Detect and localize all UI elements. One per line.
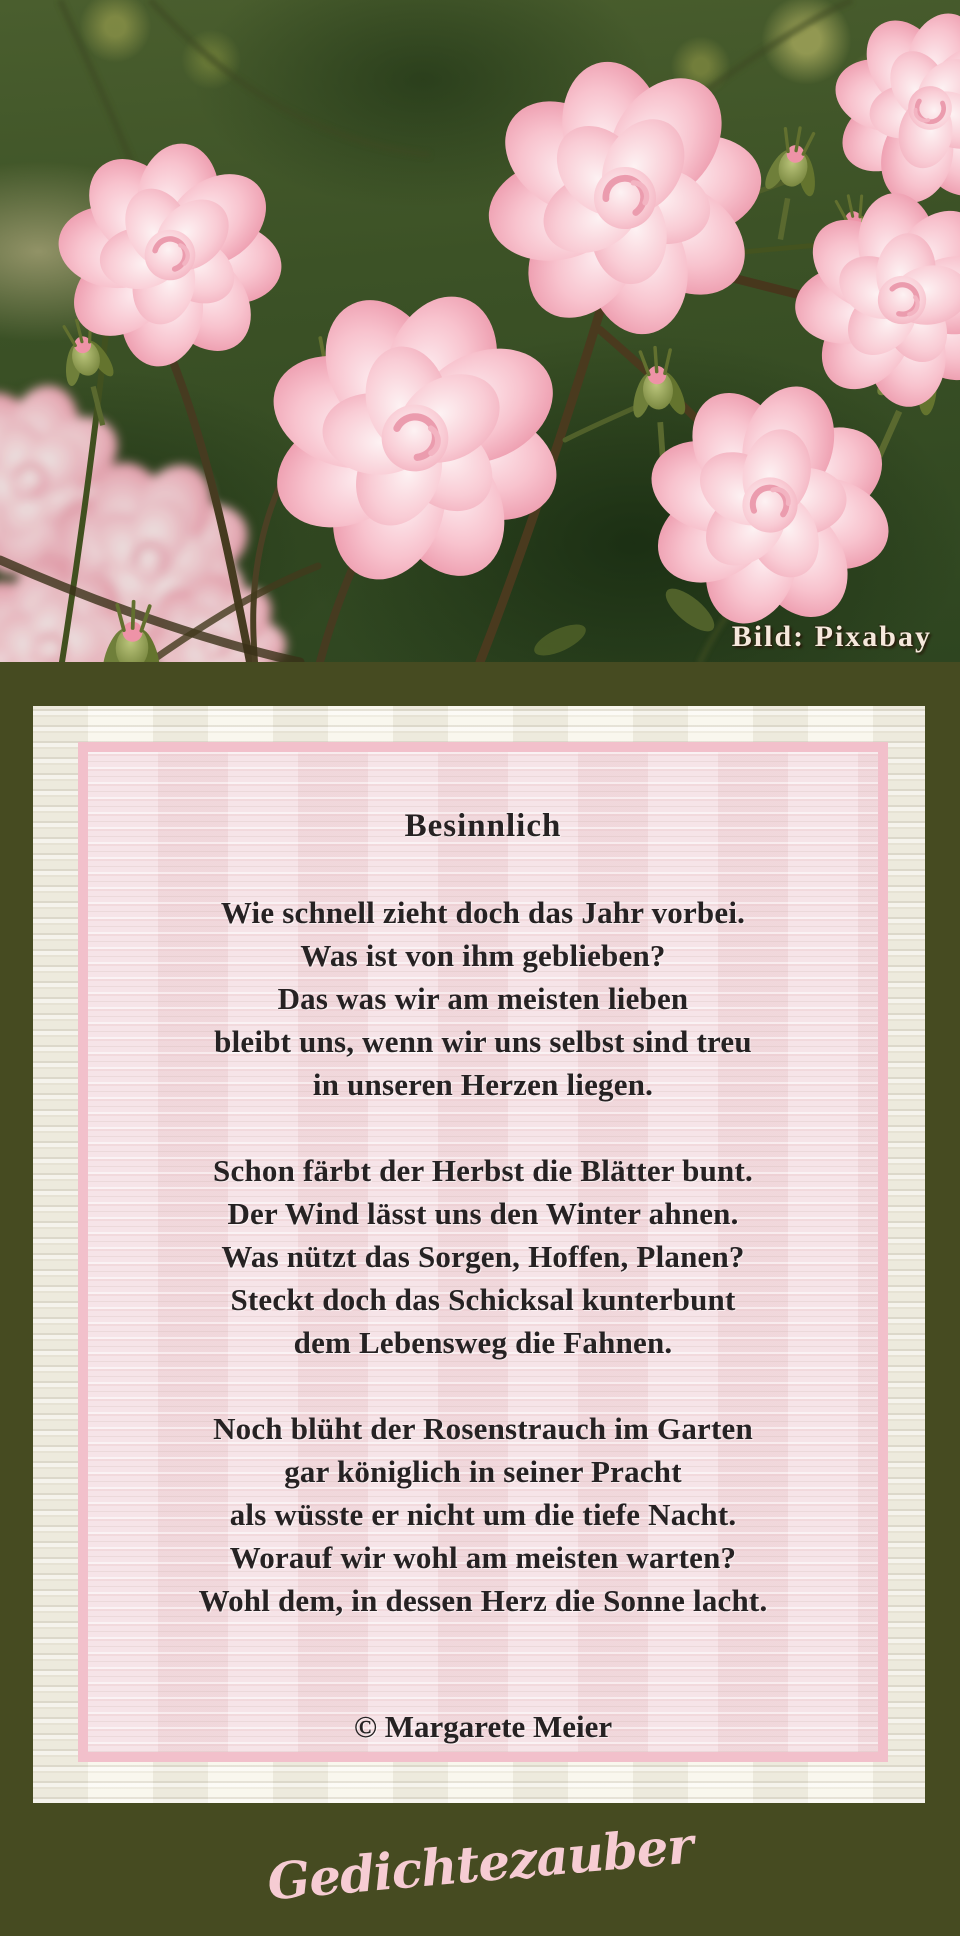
poem-line: Wie schnell zieht doch das Jahr vorbei.	[220, 895, 746, 930]
poem-line: Was ist von ihm geblieben?	[300, 938, 666, 973]
poem-stanza-2	[88, 1149, 878, 1364]
poem	[88, 752, 878, 1752]
poem-line: Wohl dem, in dessen Herz die Sonne lacht.	[198, 1583, 768, 1618]
poem-author: © Margarete Meier	[353, 1709, 613, 1744]
poem-line: Noch blüht der Rosenstrauch im Garten	[213, 1411, 753, 1446]
poem-line: Das was wir am meisten lieben	[277, 981, 689, 1016]
rose-photo	[0, 0, 960, 662]
poem-card-inner-frame	[78, 742, 888, 1762]
poem-stanza-3	[88, 1407, 878, 1622]
rose-photo-illustration	[0, 0, 960, 662]
poem-title: Besinnlich	[404, 808, 562, 844]
poem-line: in unseren Herzen liegen.	[312, 1067, 654, 1102]
poem-stanza-1	[88, 891, 878, 1106]
poem-line: Worauf wir wohl am meisten warten?	[229, 1540, 737, 1575]
poem-line: als wüsste er nicht um die tiefe Nacht.	[229, 1497, 737, 1532]
poem-line: Steckt doch das Schicksal kunterbunt	[230, 1282, 736, 1317]
poem-line: Der Wind lässt uns den Winter ahnen.	[227, 1196, 739, 1231]
poem-line: Was nützt das Sorgen, Hoffen, Planen?	[221, 1239, 745, 1274]
poem-card	[33, 706, 925, 1803]
poem-line: dem Lebensweg die Fahnen.	[293, 1325, 673, 1360]
poem-line: Schon färbt der Herbst die Blätter bunt.	[213, 1153, 753, 1188]
photo-credit: Bild: Pixabay	[731, 620, 932, 653]
poem-line: gar königlich in seiner Pracht	[284, 1454, 682, 1489]
poem-line: bleibt uns, wenn wir uns selbst sind treu	[214, 1024, 752, 1059]
brand-signature: Gedichtezauber	[265, 1815, 695, 1912]
